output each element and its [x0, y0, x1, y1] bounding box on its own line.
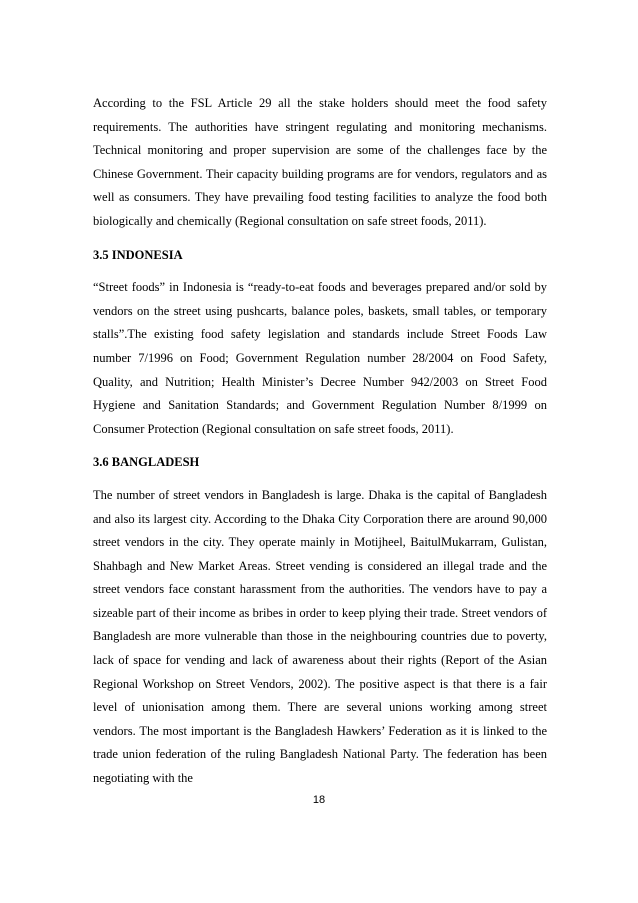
section-heading-bangladesh: 3.6 BANGLADESH [93, 455, 200, 470]
page-body [93, 92, 547, 791]
paragraph-bangladesh: The number of street vendors in Bangladesh is large. Dhaka is the capital of Bangladesh and also its largest city. According to the Dhaka City Corporation there are around 90,000 street vendors in the city. They operate mainly in Motijheel, BaitulMukarram, Gulistan, Shahbagh and New Market Areas. Street vending is considered an illegal trade and the street vendors face constant harassment from the authorities. The vendors have to pay a sizeable part of their income as bribes in order to keep plying their trade. Street vendors of Bangladesh are more vulnerable than those in the neighbouring countries due to poverty, lack of space for vending and lack of awareness about their rights (Report of the Asian Regional Workshop on Street Vendors, 2002). The positive aspect is that there is a fair level of unionisation among them. There are several unions working among street vendors. The most important is the Bangladesh Hawkers’ Federation as it is linked to the trade union federation of the ruling Bangladesh National Party. The federation has been negotiating with the [93, 487, 547, 786]
paragraph-fsl-article: According to the FSL Article 29 all the stake holders should meet the food safety requirements. The authorities have stringent regulating and monitoring mechanisms. Technical monitoring and proper supervision are some of the challenges face by the Chinese Government. Their capacity building programs are for vendors, regulators and as well as consumers. They have prevailing food testing facilities to analyze the food both biologically and chemically (Regional consultation on safe street foods, 2011). [93, 96, 547, 228]
paragraph-indonesia: “Street foods” in Indonesia is “ready-to-eat foods and beverages prepared and/or sold by vendors on the street using pushcarts, balance poles, baskets, small tables, or temporary stalls”.The existing food safety legislation and standards include Street Foods Law number 7/1996 on Food; Government Regulation number 28/2004 on Food Safety, Quality, and Nutrition; Health Minister’s Decree Number 942/2003 on Street Food Hygiene and Sanitation Standards; and Government Regulation Number 8/1999 on Consumer Protection (Regional consultation on safe street foods, 2011). [93, 280, 547, 436]
section-heading-indonesia: 3.5 INDONESIA [93, 247, 183, 262]
page-number: 18 [312, 794, 326, 806]
